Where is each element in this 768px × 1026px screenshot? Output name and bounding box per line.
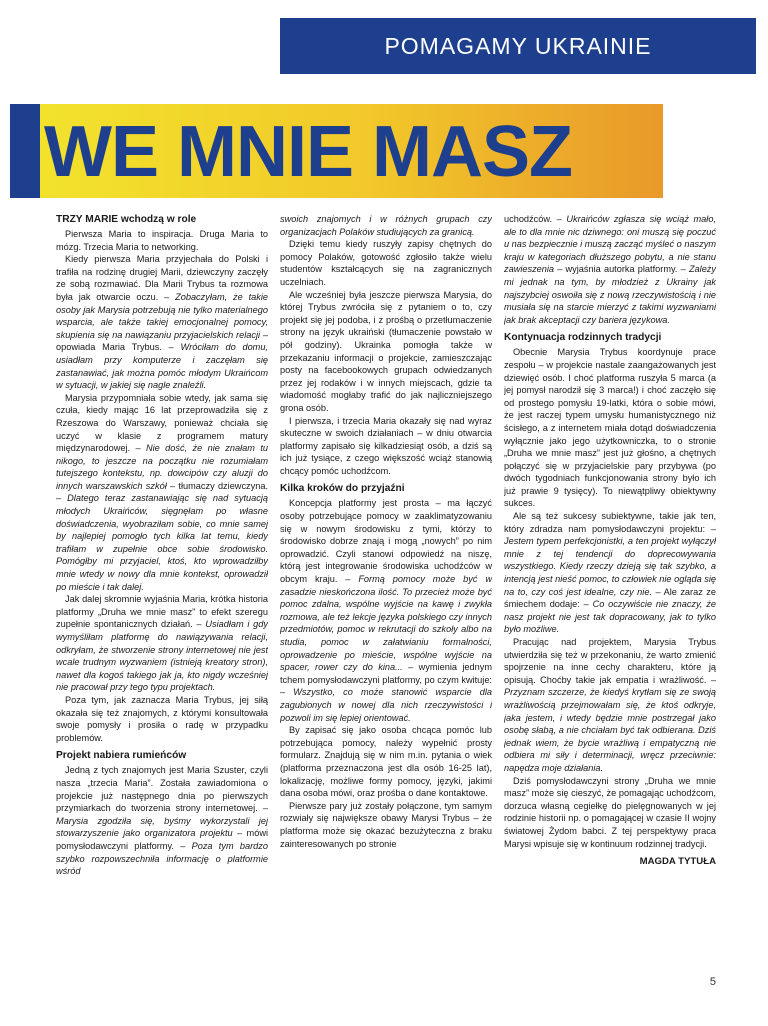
paragraph: Dzięki temu kiedy ruszyły zapisy chętnych do pomocy Polaków, gotowość zgłosiło także wielu studentów kształcących się na zagranicznych uczelniach. [280, 239, 492, 287]
paragraph: Kiedy pierwsza Maria przyjechała do Polski i trafiła na rodzinę drugiej Marii, dziewczyny zaczęły ze sobą rozmawiać. Dla Marii Trybus ta rozmowa była jak otwarcie oczu. – Zobaczyłam, że takie osoby jak Marysia potrzebują nie tylko materialnego wsparcia, ale także takiej emocjonalnej pomocy, skupienia się na nawiązaniu przyjacielskich relacji – opowiada Maria Trybus. – Wróciłam do domu, usiadłam przy komputerze i zaczęłam się zastanawiać, jak można pomóc młodym Ukraińcom w sytuacji, w jakiej się nagle znaleźli. [56, 254, 268, 391]
paragraph: Marysia przypomniała sobie wtedy, jak sama się czuła, kiedy mając 16 lat przeprowadziła się z Rzeszowa do Warszawy, ponieważ chciała się uczyć w klasie z programem matury międzynarodowej. – Nie dość, że nie znałam tu nikogo, to jeszcze na początku nie rozumiałam tutejszego kontekstu, np. dowcipów czy aluzji do innych warszawskich szkół – tłumaczy dziewczyna. – Dlatego teraz zastanawiając się nad sytuacją młodych Ukraińców, sięgnęłam po własne doświadczenia, wyobraziłam sobie, co mnie samej by najlepiej pomogło tych kilka lat temu, kiedy trafiłam w zupełnie obce sobie środowisko. Pomógłby mi przyjaciel, ktoś, kto wprowadziłby mnie wtedy w nowy dla mnie kontekst, oprowadził po mieście i tak dalej. [56, 392, 268, 592]
headline-accent [10, 104, 40, 198]
section-header-bar [280, 18, 756, 74]
paragraph: Ale są też sukcesy subiektywne, takie jak ten, który zdradza nam pomysłodawczyni projektu: – Jestem typem perfekcjonistki, a ten projekt wyłączył mnie z tej tendencji do doprecowywania wszystkiego. Kiedy rzeczy dzieją się tak szybko, a intencją jest nieść pomoc, to człowiek nie ogląda się na to, czy coś jest idealne, czy nie. – Ale zaraz ze śmiechem dodaje: – Co oczywiście nie znaczy, że nasz projekt nie jest tak dopracowany, jak to tylko było możliwe. [504, 511, 716, 635]
paragraph: By zapisać się jako osoba chcąca pomóc lub potrzebująca pomocy, należy wypełnić prosty formularz. Znajdują się w nim m.in. pytania o wiek (platforma przeznaczona jest dla osób 16-25 lat), lokalizację, możliwe formy pomocy, języki, jakimi dana osoba mówi, oraz prośba o dane kontaktowe. [280, 725, 492, 799]
subheading: Kontynuacja rodzinnych tradycji [504, 332, 662, 344]
section-title: POMAGAMY UKRAINIE [384, 32, 652, 59]
paragraph: Jedną z tych znajomych jest Maria Szuster, czyli nasza „trzecia Maria”. Została zawiadomiona o projekcie już następnego dnia po pierwszych przymiarkach do tworzenia strony internetowej. – Marysia zgodziła się, byśmy wykorzystali jej stowarzyszenie jako organizatora projektu – mówi pomysłodawczyni platformy. – Poza tym bardzo szybko rozpowszechniła informację o platformie wśród [56, 765, 268, 877]
paragraph: swoich znajomych i w różnych grupach czy organizacjach Polaków studiujących za granicą. [280, 214, 492, 237]
headline-word-1: WE [44, 112, 158, 192]
page-number: 5 [709, 976, 716, 988]
paragraph: Pierwsza Maria to inspiracja. Druga Maria to mózg. Trzecia Maria to networking. [56, 229, 268, 252]
paragraph: Pierwsze pary już zostały połączone, tym samym rozwiały się największe obawy Marysi Trybus – że platforma może się okazać bezużyteczna z braku zainteresowanych po stronie [280, 800, 492, 849]
article-column-3 [504, 213, 716, 973]
paragraph: Jak dalej skromnie wyjaśnia Maria, krótka historia platformy „Druha we mnie masz” to efekt szeregu zupełnie spontanicznych działań. – Usiadłam i gdy wymyśliłam platformę do nawiązywania relacji, odkryłam, że stworzenie strony internetowej nie jest wcale trudnym wyzwaniem (istnieją kreatory stron), nawet dla kogoś takiego jak ja, kto nigdy wcześniej nie pracował przy tego typu projektach. [56, 594, 268, 693]
author-byline: MAGDA TYTUŁA [639, 856, 716, 868]
paragraph: Dziś pomysłodawczyni strony „Druha we mnie masz” może się cieszyć, że pomagając uchodźcom, dorzuca własną cegiełkę do pielęgnowanych w jej rodzinie historii np. o pomagającej w czasie II wojny światowej Żydom babci. Z tej perspektywy praca Marysi wpisuje się w kontinuum rodzinnej tradycji. [504, 775, 716, 849]
headline-band [10, 104, 663, 198]
article-column-1 [56, 213, 268, 973]
headline-word-2: MNIE MASZ [177, 112, 572, 192]
subheading: Projekt nabiera rumieńców [56, 750, 187, 762]
article-body [56, 213, 716, 973]
paragraph: Koncepcja platformy jest prosta – ma łączyć osoby potrzebujące pomocy w zaaklimatyzowaniu się w nowym środowisku z tymi, którzy to środowisko dobrze znają i mogą „nowych” po nim oprowadzić. Czyli stanowi odpowiedź na niszę, którą jest integrowanie środowiska uchodźców w obcym kraju. – Formą pomocy może być w zasadzie nieskończona ilość. To przecież może być pomoc zdalna, wspólne wyjście na kawę i zwykła rozmowa, ale też lekcje języka polskiego czy innych przedmiotów, pomoc w rekrutacji do szkoły albo na studia, pomoc w załatwianiu formalności, oprowadzenie po mieście, wspólne wyjście na spacer, rower czy do kina... – wymienia jednym tchem pomysłodawczyni platformy, po czym kwituje: – Wszystko, co może stanowić wsparcie dla zagubionych w nowej dla nich rzeczywistości i pozwoli im się lepiej orientować. [280, 498, 492, 723]
subheading: TRZY MARIE wchodzą w role [56, 214, 197, 225]
paragraph: I pierwsza, i trzecia Maria okazały się nad wyraz skuteczne w swoich działaniach – w dniu otwarcia platformy zapisało się kilkadziesiąt osób, a dziś są ich już tysiące, z czego większość wciąż stanowią chcący pomóc uchodźcom. [280, 415, 492, 476]
paragraph: Obecnie Marysia Trybus koordynuje prace zespołu – w projekcie nastale zaangażowanych jest dziewięć osób. I choć platforma ruszyła 5 marca (a jej pomysł narodził się 3 marca!) i choć zaczęło się od prostego pomysłu 19-latki, która o sobie mówi, że jest raczej typem umysłu humanistycznego niż ścisłego, a z internetem miała dotąd doświadczenia wyłącznie jako jego użytkowniczka, to o stronie „Druha we mnie masz” jest już głośno, a chętnych połączyć się w przyjacielskie pary przybywa (po dwóch tygodniach funkcjonowania strony było ich już prawie 9 tysięcy). To niewątpliwy obiektywny sukces. [504, 347, 716, 509]
paragraph: uchodźców. – Ukraińców zgłasza się wciąż mało, ale to dla mnie nic dziwnego: oni muszą się poczuć u nas bezpiecznie i muszą zacząć myśleć o naszym kraju w kategoriach dłuższego pobytu, a nie stanu zawieszenia – wyjaśnia autorka platformy. – Zależy mi jednak na tym, by młodzież z Ukrainy jak najszybciej oswoiła się z nową rzeczywistością i nie musiała się na starcie mierzyć z takimi wyzwaniami jak brak akceptacji czy bariera językowa. [504, 214, 716, 325]
paragraph: Poza tym, jak zaznacza Maria Trybus, jej siłą okazała się też znajomych, z którymi konsultowała swoje pomysły i prosiła o radę w przypadku problemów. [56, 694, 268, 743]
paragraph: Pracując nad projektem, Marysia Trybus utwierdziła się też w przekonaniu, że warto zmienić spojrzenie na inne cechy charakteru, które ją opisują. Choćby takie jak empatia i wrażliwość. – Przyznam szczerze, że kiedyś krytłam się ze swoją wrażliwością przejmowałam się, że ktoś odkryje, jaka jestem, i wtedy będzie mnie postrzegał jako osobę słabą, a nie chciałam być tak odbierana. Dziś jednak wiem, że bycie wrażliwą i empatyczną nie odbiera mi siły i determinacji, wręcz przeciwnie: napędza moje działania. [504, 637, 716, 773]
paragraph: Ale wcześniej była jeszcze pierwsza Marysia, do której Trybus zwróciła się z pytaniem o to, czy projekt się jej podoba, i z prośbą o przetłumaczenie strony na język ukraiński (tłumaczenie powstało w pół godziny). Ukrainka pomogła także w przekazaniu informacji o projekcie, zamieszczając posty na facebookowych grupach odwiedzanych przez jej rodaków i w innych miejscach, gdzie ta wiadomość mogłaby trafić do jak najliczniejszego grona osób. [280, 289, 492, 413]
headline [44, 110, 572, 194]
subheading: Kilka kroków do przyjaźni [280, 483, 405, 495]
article-column-2 [280, 213, 492, 973]
